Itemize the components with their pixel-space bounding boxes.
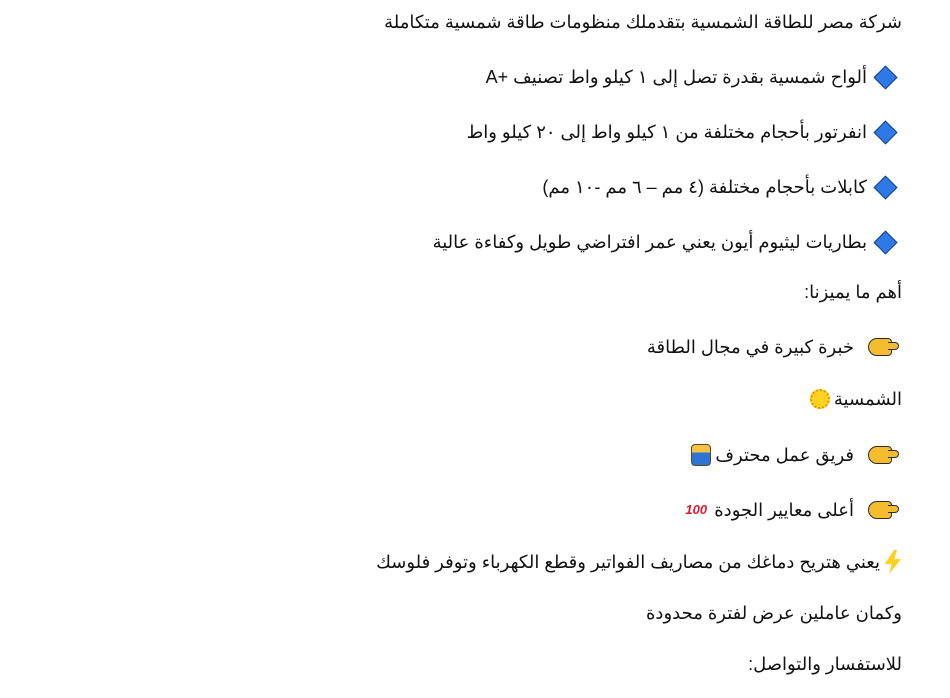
product-item [542, 174, 894, 200]
feature-text: أعلى معايير الجودة [714, 500, 854, 520]
lightning-icon [884, 550, 902, 574]
feature-continuation-text: الشمسية [833, 389, 902, 409]
features-heading [804, 279, 902, 305]
blue-diamond-icon [873, 175, 897, 199]
savings-line [376, 549, 902, 575]
contact-text: للاستفسار والتواصل: [748, 654, 902, 674]
offer-text: وكمان عاملين عرض لفترة محدودة [646, 603, 902, 623]
product-item [486, 64, 894, 90]
pointing-hand-icon [868, 338, 892, 356]
feature-item [647, 334, 892, 360]
savings-text: يعني هتريح دماغك من مصاريف الفواتير وقطع الكهرباء وتوفر فلوسك [376, 552, 880, 572]
blue-diamond-icon [873, 120, 897, 144]
intro-text: شركة مصر للطاقة الشمسية بتقدملك منظومات طاقة شمسية متكاملة [384, 12, 902, 32]
product-item [467, 119, 894, 145]
blue-diamond-icon [873, 230, 897, 254]
product-text: انفرتور بأحجام مختلفة من ١ كيلو واط إلى ٢٠ كيلو واط [466, 122, 867, 142]
feature-item [682, 497, 892, 523]
product-text: بطاريات ليثيوم أيون يعني عمر افتراضي طويل وكفاءة عالية [432, 232, 867, 252]
construction-worker-icon [691, 444, 711, 466]
feature-item [691, 442, 892, 468]
features-heading-text: أهم ما يميزنا: [804, 282, 902, 302]
sun-icon [810, 389, 830, 409]
hundred-points-icon: 100 [685, 502, 708, 517]
pointing-hand-icon [868, 501, 892, 519]
product-text: كابلات بأحجام مختلفة (٤ مم – ٦ مم -١٠ مم) [542, 177, 867, 197]
contact-line [748, 651, 902, 677]
pointing-hand-icon [868, 446, 892, 464]
feature-text: خبرة كبيرة في مجال الطاقة [646, 337, 854, 357]
product-text: ألواح شمسية بقدرة تصل إلى ١ كيلو واط تصنيف +A [485, 67, 867, 87]
intro-line [384, 9, 902, 35]
feature-text: فريق عمل محترف [715, 445, 854, 465]
feature-continuation [810, 386, 902, 412]
offer-line [646, 600, 902, 626]
blue-diamond-icon [873, 65, 897, 89]
product-item [433, 229, 894, 255]
